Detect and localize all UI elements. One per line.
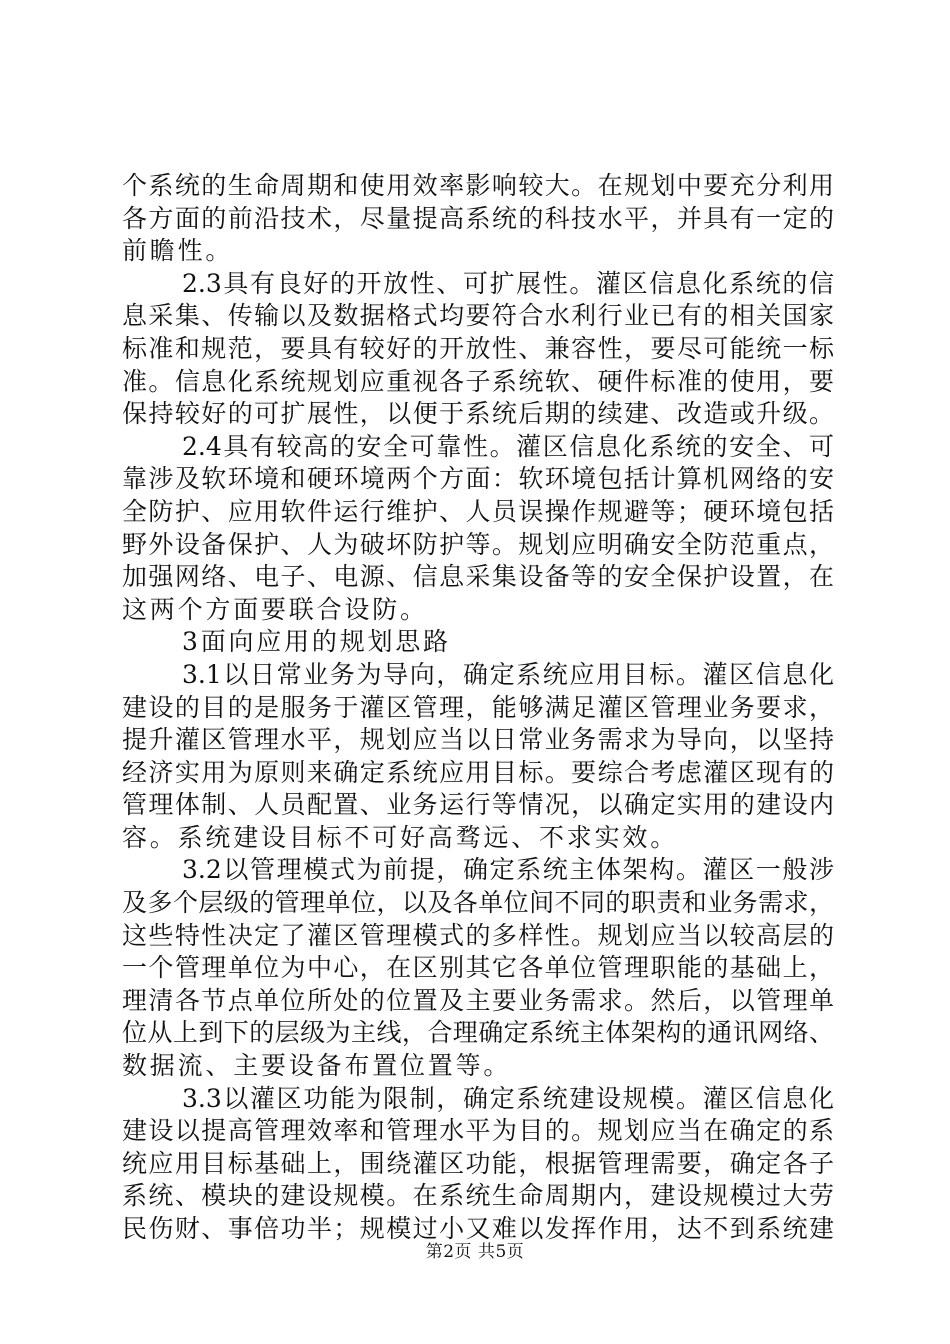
text-line: 理清各节点单位所处的位置及主要业务需求。然后，以管理单 <box>122 985 834 1015</box>
text-line: 民伤财、事倍功半；规模过小又难以发挥作用，达不到系统建 <box>122 1214 834 1243</box>
text-line: 建设的目的是服务于灌区管理，能够满足灌区管理业务要求， <box>122 692 834 722</box>
text-line: 前瞻性。 <box>122 236 234 266</box>
text-line: 3.2以管理模式为前提，确定系统主体架构。灌区一般涉 <box>182 855 834 885</box>
text-line: 保持较好的可扩展性，以便于系统后期的续建、改造或升级。 <box>122 399 834 429</box>
text-line: 及多个层级的管理单位，以及各单位间不同的职责和业务需求， <box>122 888 834 918</box>
text-line: 野外设备保护、人为破坏防护等。规划应明确安全防范重点， <box>122 529 834 559</box>
page-footer: 第2页 共5页 <box>425 1242 525 1262</box>
text-line: 位从上到下的层级为主线，合理确定系统主体架构的通讯网络、 <box>122 1018 834 1048</box>
text-line: 3面向应用的规划思路 <box>182 627 451 657</box>
text-line: 各方面的前沿技术，尽量提高系统的科技水平，并具有一定的 <box>122 203 834 233</box>
text-line: 2.4具有较高的安全可靠性。灌区信息化系统的安全、可 <box>182 431 834 461</box>
text-line: 准。信息化系统规划应重视各子系统软、硬件标准的使用，要 <box>122 366 834 396</box>
text-line: 靠涉及软环境和硬环境两个方面：软环境包括计算机网络的安 <box>122 464 834 494</box>
text-line: 个系统的生命周期和使用效率影响较大。在规划中要充分利用 <box>122 171 834 200</box>
text-line: 数据流、主要设备布置位置等。 <box>122 1051 512 1081</box>
text-line: 提升灌区管理水平，规划应当以日常业务需求为导向，以坚持 <box>122 725 834 755</box>
text-line: 这些特性决定了灌区管理模式的多样性。规划应当以较高层的 <box>122 920 834 950</box>
text-line: 一个管理单位为中心，在区别其它各单位管理职能的基础上， <box>122 953 834 983</box>
text-line: 这两个方面要联合设防。 <box>122 594 428 624</box>
text-line: 标准和规范，要具有较好的开放性、兼容性，要尽可能统一标 <box>122 333 834 363</box>
text-line: 3.1以日常业务为导向，确定系统应用目标。灌区信息化 <box>182 659 834 689</box>
text-line: 加强网络、电子、电源、信息采集设备等的安全保护设置，在 <box>122 562 834 592</box>
text-line: 系统、模块的建设规模。在系统生命周期内，建设规模过大劳 <box>122 1181 834 1211</box>
text-line: 管理体制、人员配置、业务运行等情况，以确定实用的建设内 <box>122 790 834 820</box>
text-line: 容。系统建设目标不可好高骛远、不求实效。 <box>122 822 679 852</box>
text-line: 2.3具有良好的开放性、可扩展性。灌区信息化系统的信 <box>182 268 834 298</box>
text-line: 建设以提高管理效率和管理水平为目的。规划应当在确定的系 <box>122 1116 834 1146</box>
text-line: 统应用目标基础上，围绕灌区功能，根据管理需要，确定各子 <box>122 1148 834 1178</box>
text-line: 息采集、传输以及数据格式均要符合水利行业已有的相关国家 <box>122 301 834 331</box>
text-line: 3.3以灌区功能为限制，确定系统建设规模。灌区信息化 <box>182 1083 834 1113</box>
document-body <box>122 170 834 1246</box>
text-line: 经济实用为原则来确定系统应用目标。要综合考虑灌区现有的 <box>122 757 834 787</box>
text-line: 全防护、应用软件运行维护、人员误操作规避等；硬环境包括 <box>122 496 834 526</box>
